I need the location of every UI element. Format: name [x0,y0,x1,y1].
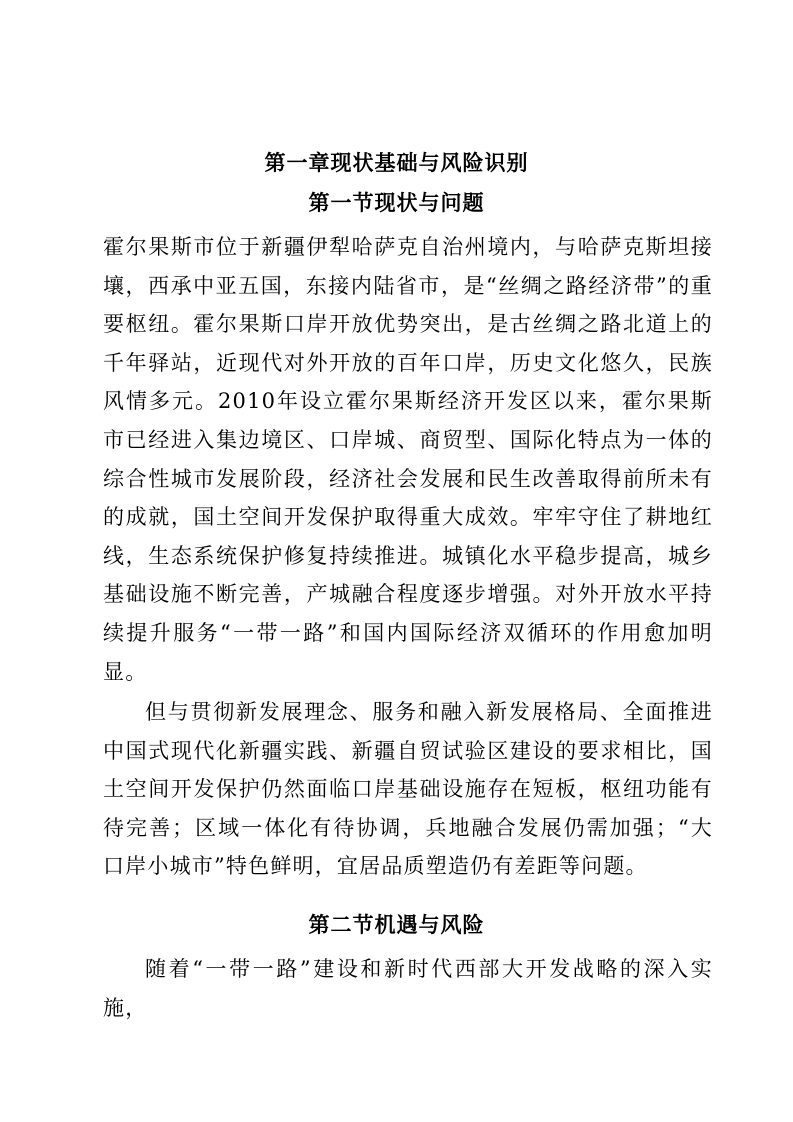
chapter-title: 第一章现状基础与风险识别 [264,151,529,175]
paragraph-problems: 但与贯彻新发展理念、服务和融入新发展格局、全面推进中国式现代化新疆实践、新疆自贸试验区建设的要求相比，国土空间开发保护仍然面临口岸基础设施存在短板，枢纽功能有待完善；区域一体化有待协调，兵地融合发展仍需加强；“大口岸小城市”特色鲜明，宜居品质塑造仍有差距等问题。 [103,700,713,879]
section-title-status-and-problems: 第一节现状与问题 [308,191,485,215]
paragraph-opportunities: 随着“一带一路”建设和新时代西部大开发战略的深入实施， [103,957,713,1020]
section-title-opportunities-and-risks: 第二节机遇与风险 [308,913,485,937]
paragraph-overview: 霍尔果斯市位于新疆伊犁哈萨克自治州境内，与哈萨克斯坦接壤，西承中亚五国，东接内陆省市，是“丝绸之路经济带”的重要枢纽。霍尔果斯口岸开放优势突出，是古丝绸之路北道上的千年驿站，近现代对外开放的百年口岸，历史文化悠久，民族风情多元。2010年设立霍尔果斯经济开发区以来，霍尔果斯市已经进入集边境区、口岸城、商贸型、国际化特点为一体的综合性城市发展阶段，经济社会发展和民生改善取得前所未有的成就，国土空间开发保护取得重大成效。牢牢守住了耕地红线，生态系统保护修复持续推进。城镇化水平稳步提高，城乡基础设施不断完善，产城融合程度逐步增强。对外开放水平持续提升服务“一带一路”和国内国际经济双循环的作用愈加明显。 [103,235,713,684]
